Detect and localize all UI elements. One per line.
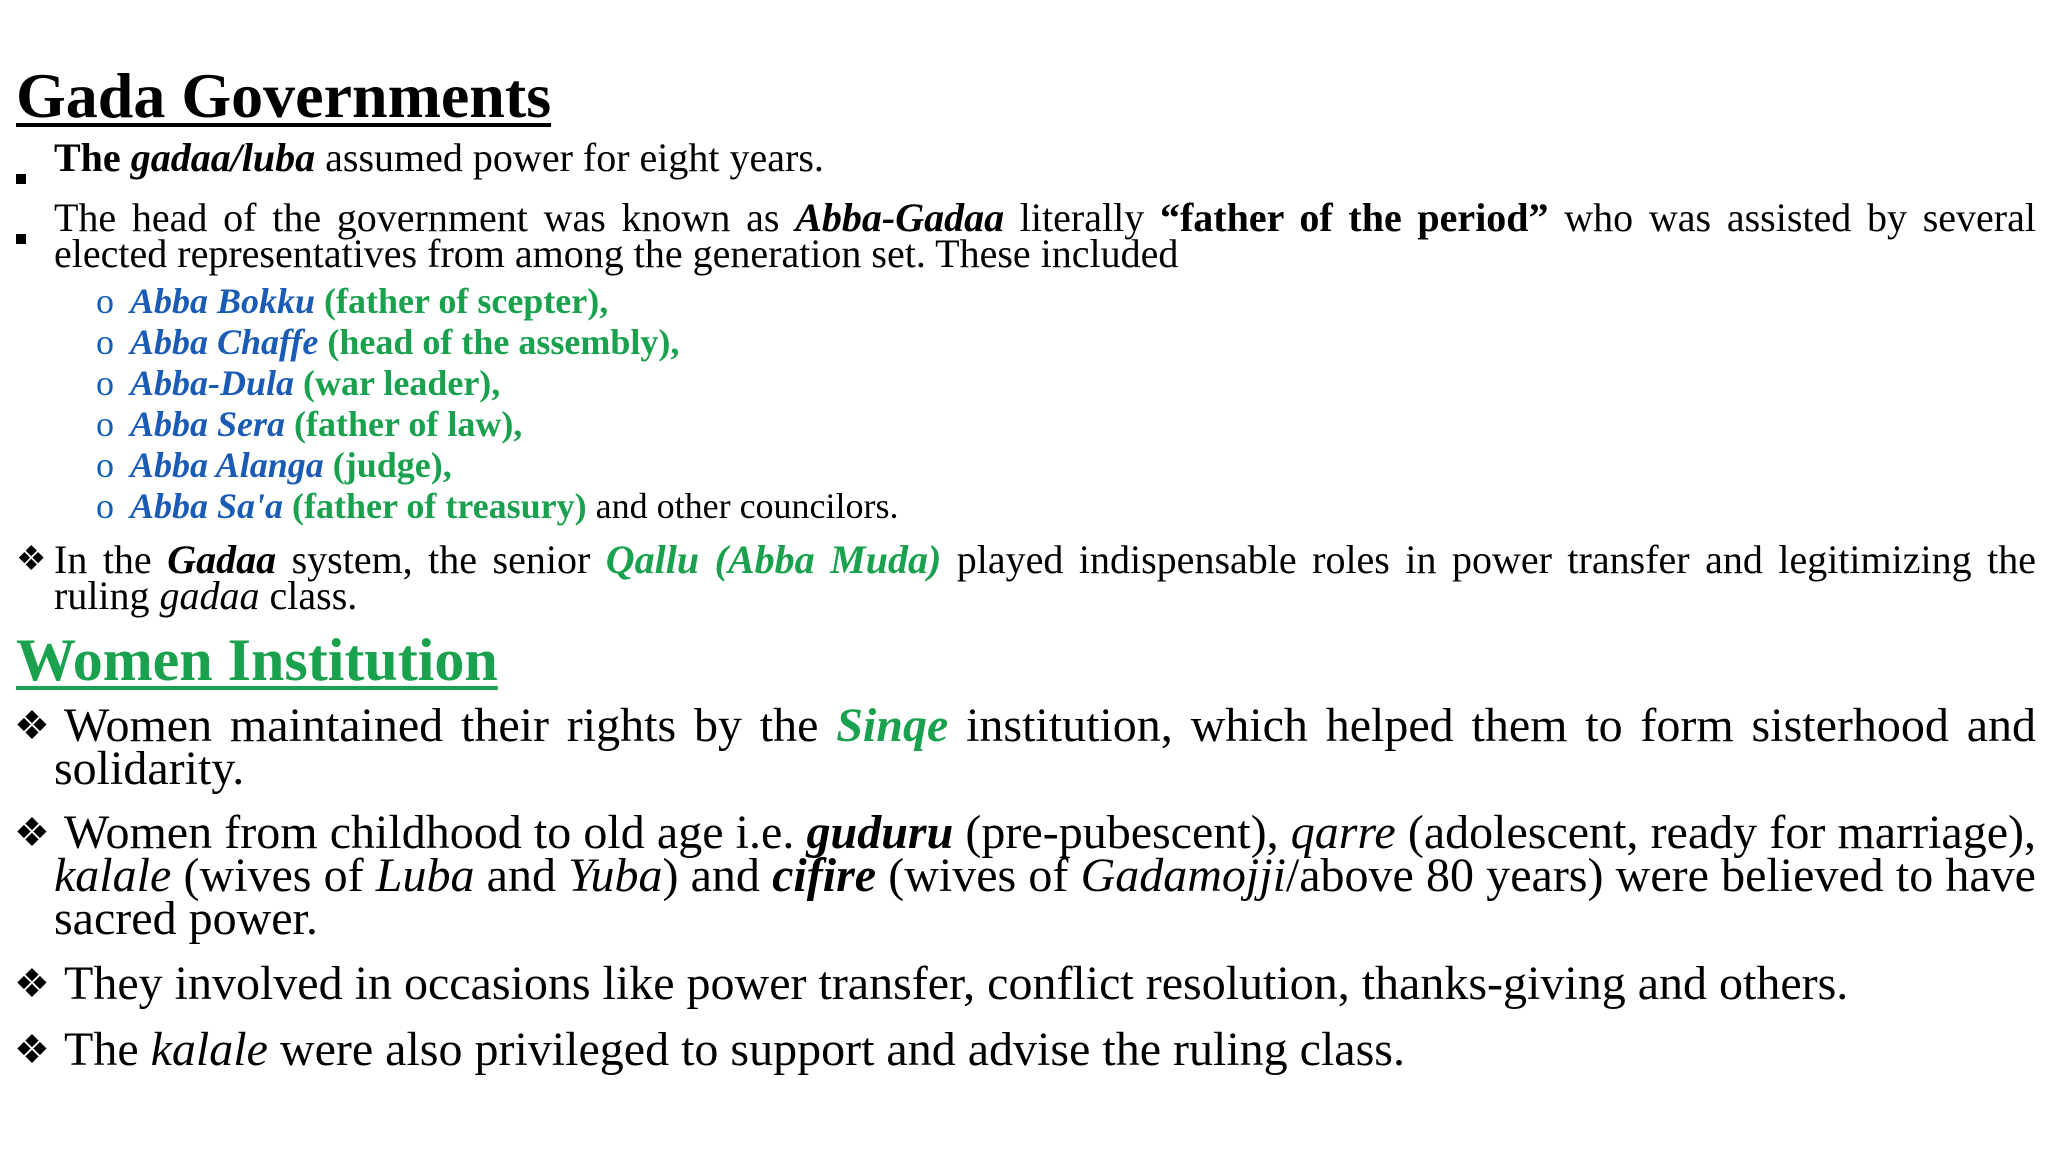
circle-bullet-icon: o bbox=[96, 445, 114, 485]
official-abba-chaffe: o Abba Chaffe (head of the assembly), bbox=[96, 322, 680, 362]
diamond-bullet-icon: ❖ bbox=[14, 961, 50, 1006]
women-point-2: ❖ Women from childhood to old age i.e. guduru (pre-pubescent), qarre (adolescent, ready for marriage), kalale (wives of Luba and Yuba) and cifire (wives of Gadamojji/above 80 years) were believed to have sacred power. bbox=[14, 806, 2037, 945]
heading-women-institution: Women Institution bbox=[16, 627, 498, 693]
gada-point-1: The gadaa/luba assumed power for eight years. bbox=[54, 140, 2036, 176]
gada-point-3: ❖ In the Gadaa system, the senior Qallu (Abba Muda) played indispensable roles in power transfer and legitimizing the ruling gadaa class. bbox=[16, 537, 2036, 618]
square-bullet-icon bbox=[16, 213, 26, 249]
gada-point-2: The head of the government was known as Abba-Gadaa literally “father of the period” who was assisted by several elected representatives from among the generation set. These included bbox=[54, 200, 2036, 272]
diamond-bullet-icon: ❖ bbox=[14, 1027, 50, 1072]
circle-bullet-icon: o bbox=[96, 404, 114, 444]
women-point-3: ❖ They involved in occasions like power transfer, conflict resolution, thanks-giving and others. bbox=[14, 957, 1849, 1010]
diamond-bullet-icon: ❖ bbox=[16, 541, 47, 578]
circle-bullet-icon: o bbox=[96, 281, 114, 321]
diamond-bullet-icon: ❖ bbox=[14, 703, 50, 748]
official-abba-alanga: o Abba Alanga (judge), bbox=[96, 445, 452, 485]
official-abba-sera: o Abba Sera (father of law), bbox=[96, 404, 523, 444]
heading-gada-governments: Gada Governments bbox=[16, 60, 552, 131]
square-bullet-icon bbox=[16, 153, 26, 189]
official-abba-saa: o Abba Sa'a (father of treasury) and other councilors. bbox=[96, 486, 899, 526]
circle-bullet-icon: o bbox=[96, 486, 114, 526]
official-abba-dula: o Abba-Dula (war leader), bbox=[96, 363, 501, 403]
women-point-4: ❖ The kalale were also privileged to support and advise the ruling class. bbox=[14, 1023, 1405, 1076]
diamond-bullet-icon: ❖ bbox=[14, 810, 50, 855]
official-abba-bokku: o Abba Bokku (father of scepter), bbox=[96, 281, 609, 321]
circle-bullet-icon: o bbox=[96, 322, 114, 362]
women-point-1: ❖ Women maintained their rights by the Sinqe institution, which helped them to form sisterhood and solidarity. bbox=[14, 699, 2036, 795]
circle-bullet-icon: o bbox=[96, 363, 114, 403]
